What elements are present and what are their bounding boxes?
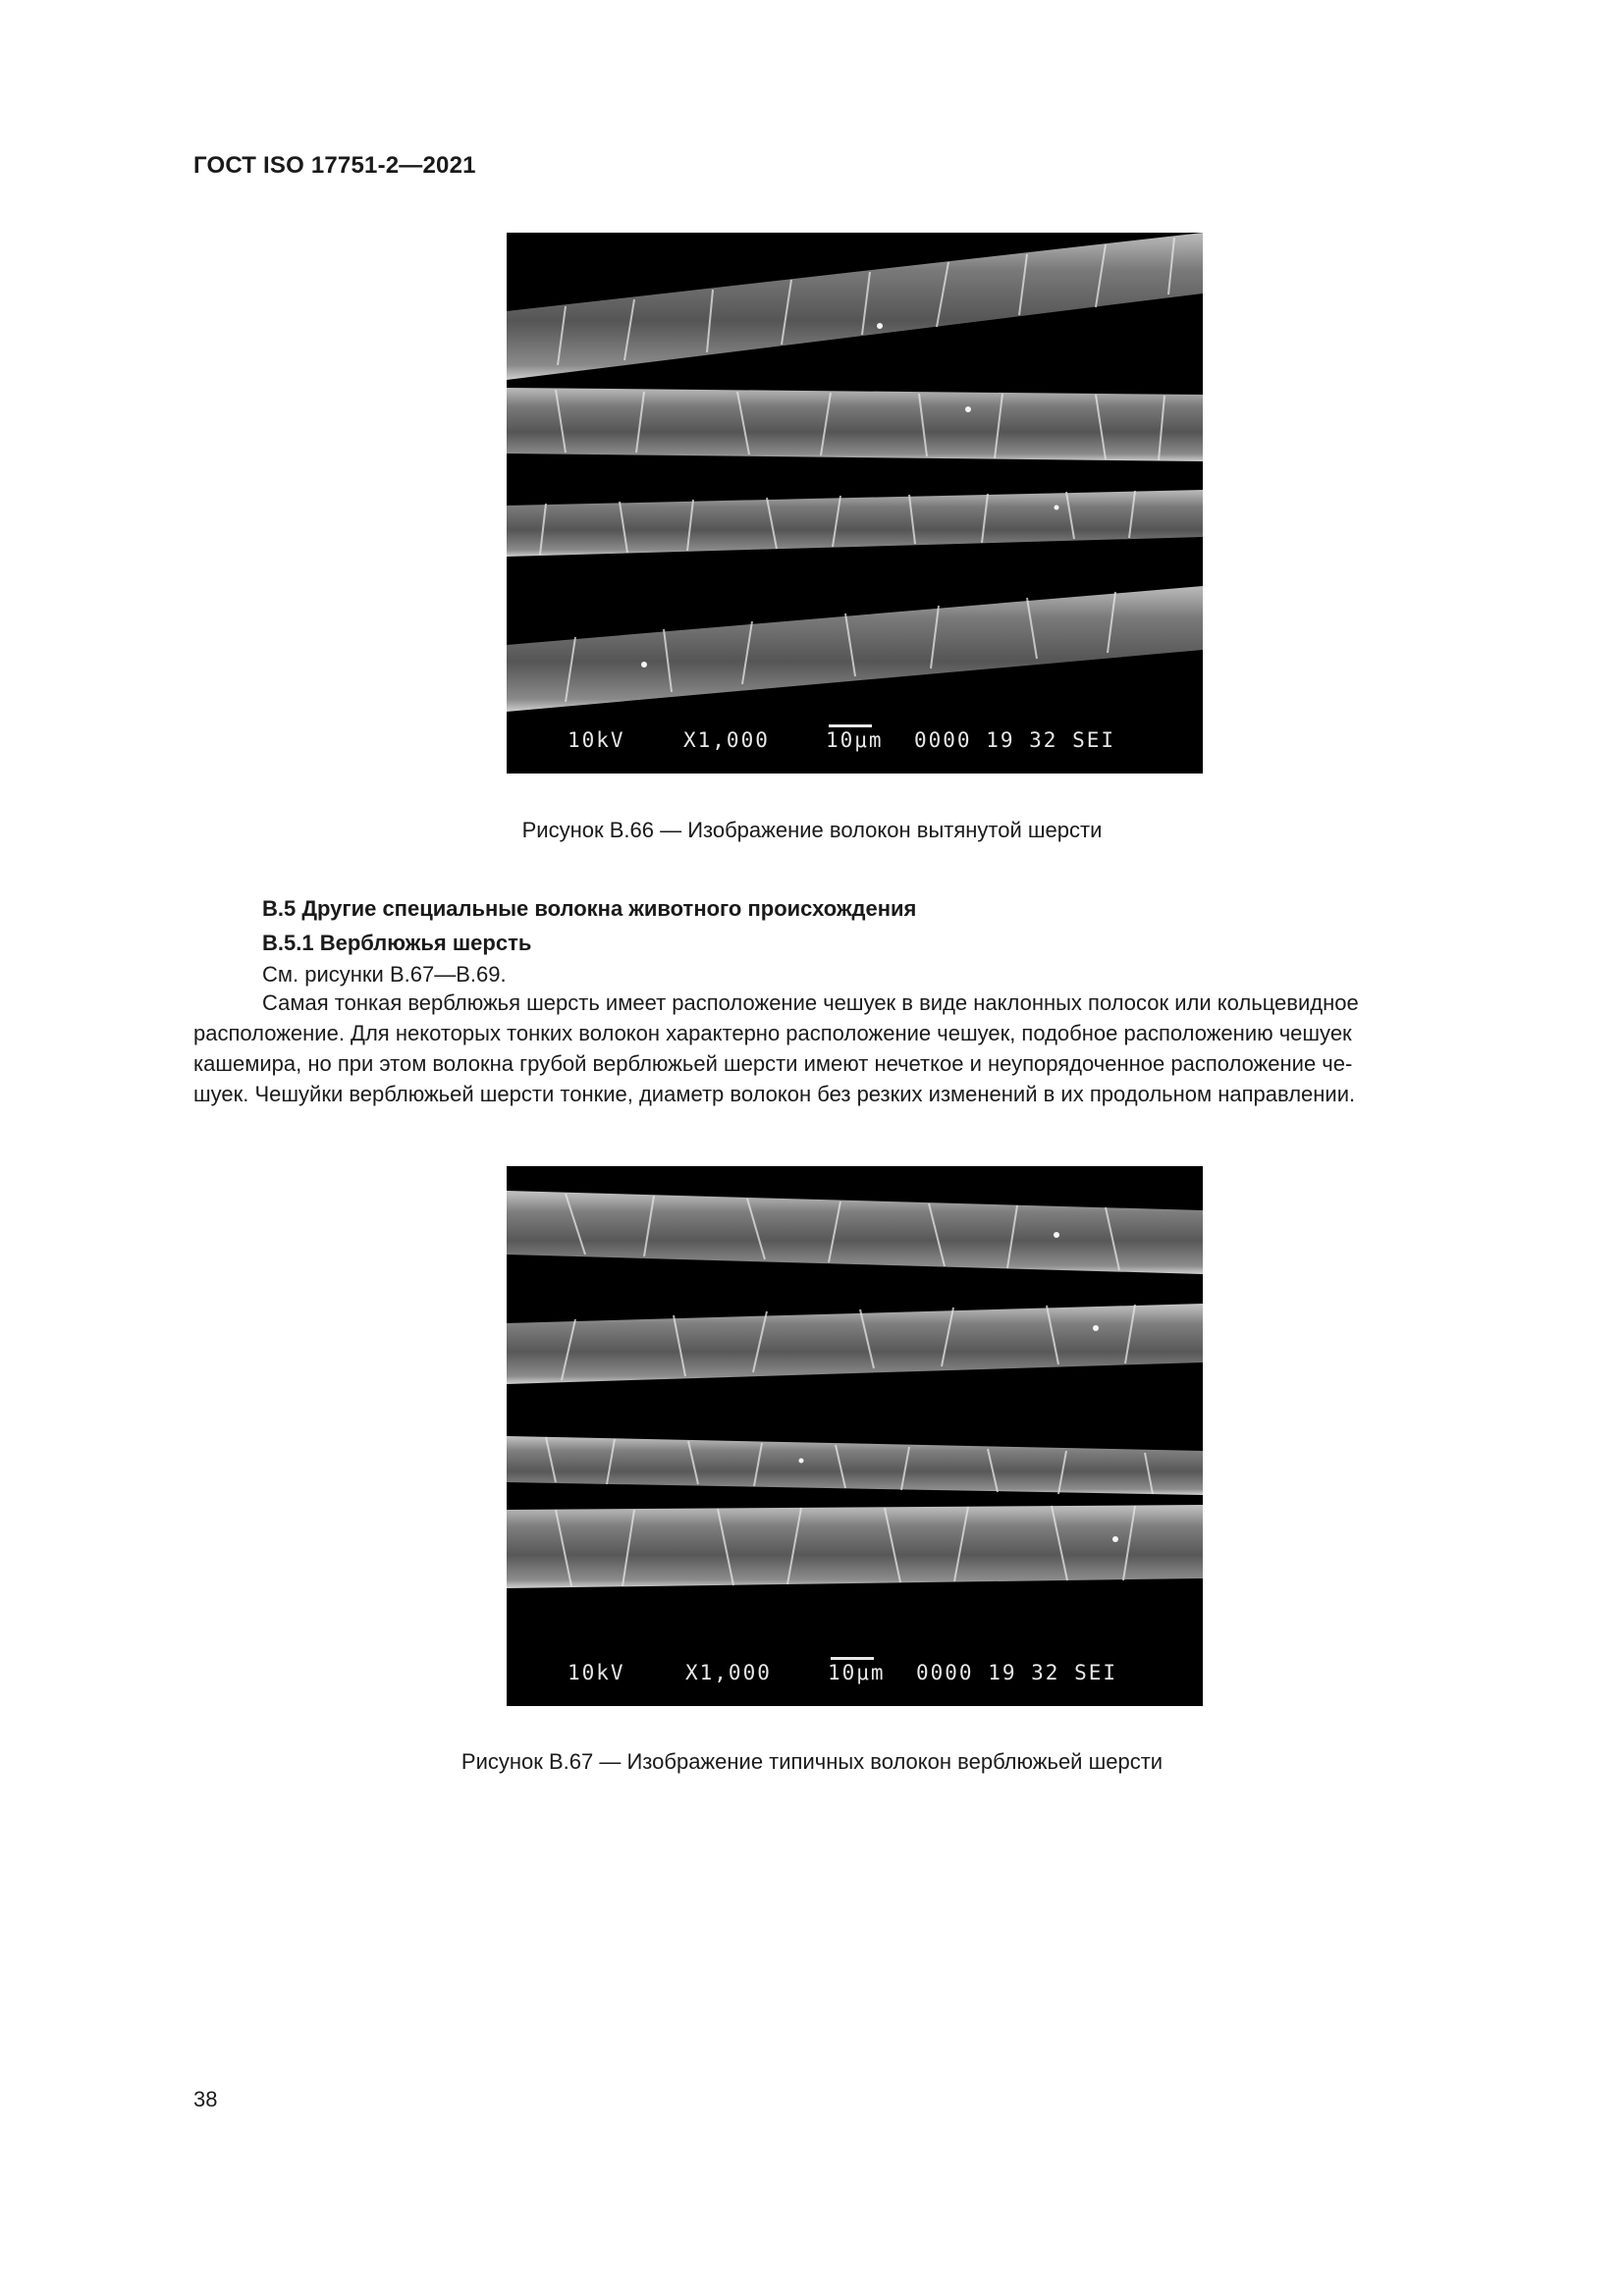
sem-image-stretched-wool xyxy=(507,233,1203,774)
fiber-4 xyxy=(507,1505,1203,1588)
figure-reference: См. рисунки В.67—В.69. xyxy=(262,962,507,987)
section-heading-b51: В.5.1 Верблюжья шерсть xyxy=(262,931,532,955)
sem-code: 0000 19 32 SEI xyxy=(916,1661,1118,1684)
sem-voltage: 10kV xyxy=(568,1661,625,1684)
document-code: ГОСТ ISO 17751-2—2021 xyxy=(193,152,476,179)
sem-scale: 10μm xyxy=(826,728,884,752)
figure-caption-b66: Рисунок В.66 — Изображение волокон вытянутой шерсти xyxy=(521,818,1103,842)
sem-code: 0000 19 32 SEI xyxy=(914,728,1116,752)
scale-bar xyxy=(831,1657,874,1660)
paragraph-camel-wool xyxy=(193,988,1514,1109)
figure-caption-b67: Рисунок В.67 — Изображение типичных волокон верблюжьей шерсти xyxy=(460,1749,1164,1774)
paragraph-line: шуек. Чешуйки верблюжьей шерсти тонкие, диаметр волокон без резких изменений в их продольном направлении. xyxy=(193,1082,1356,1106)
sem-info-bar xyxy=(507,715,1203,774)
page-number: 38 xyxy=(193,2087,218,2111)
sem-voltage: 10kV xyxy=(568,728,625,752)
scale-bar xyxy=(829,724,872,727)
paragraph-line: расположение. Для некоторых тонких волокон характерно расположение чешуек, подобное расположению чешуек xyxy=(193,1021,1352,1045)
fiber-micrograph xyxy=(507,233,1203,774)
fiber-2 xyxy=(507,388,1203,461)
sem-scale: 10μm xyxy=(828,1661,886,1684)
sem-magnification: X1,000 xyxy=(683,728,770,752)
fiber-micrograph xyxy=(507,1166,1203,1706)
sem-info-bar xyxy=(507,1647,1203,1706)
paragraph-line: Самая тонкая верблюжья шерсть имеет расположение чешуек в виде наклонных полосок или кольцевидное xyxy=(262,990,1359,1015)
section-heading-b5: В.5 Другие специальные волокна животного происхождения xyxy=(262,896,917,921)
sem-image-camel-wool xyxy=(507,1166,1203,1706)
sem-magnification: X1,000 xyxy=(685,1661,772,1684)
paragraph-line: кашемира, но при этом волокна грубой верблюжьей шерсти имеют нечеткое и неупорядоченное расположение че- xyxy=(193,1051,1353,1076)
